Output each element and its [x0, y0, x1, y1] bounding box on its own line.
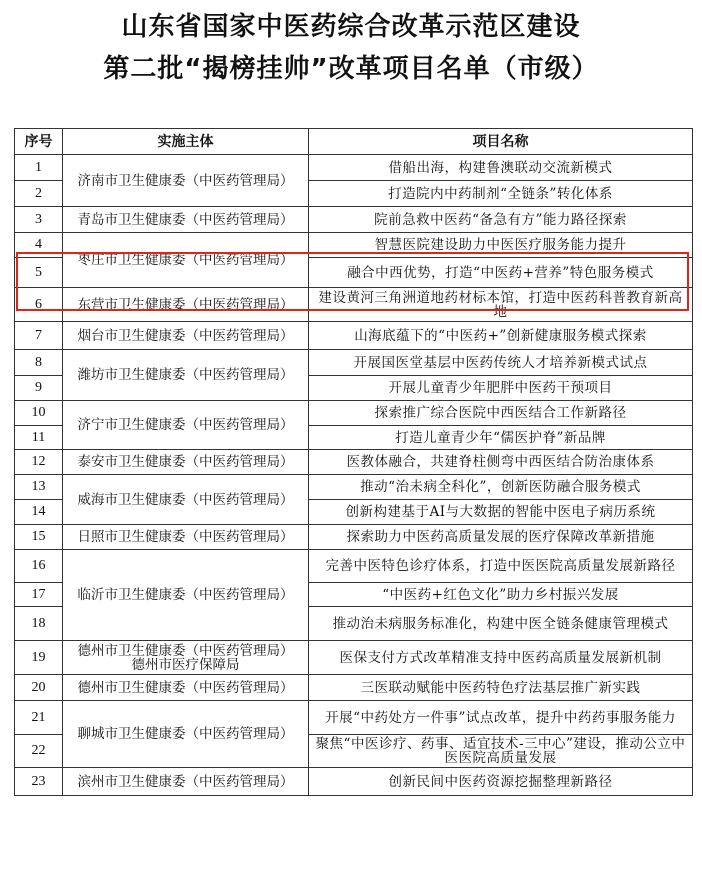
row-number: 16 [15, 550, 63, 583]
implementing-entity [63, 233, 309, 288]
implementing-entity [63, 207, 309, 233]
implementing-entity [63, 525, 309, 550]
project-name: 探索推广综合医院中西医结合工作新路径 [309, 401, 693, 426]
implementing-entity [63, 155, 309, 207]
row-number: 9 [15, 376, 63, 401]
table-row [15, 550, 693, 583]
row-number: 19 [15, 641, 63, 675]
entity-name: 威海市卫生健康委（中医药管理局） [77, 491, 294, 508]
project-name: 三医联动赋能中医药特色疗法基层推广新实践 [309, 675, 693, 701]
project-name: 打造院内中药制剂“全链条”转化体系 [309, 181, 693, 207]
row-number: 17 [15, 583, 63, 607]
project-name: 医保支付方式改革精准支持中医药高质量发展新机制 [309, 641, 693, 675]
header-entity: 实施主体 [63, 129, 309, 155]
implementing-entity [63, 550, 309, 641]
row-number: 12 [15, 450, 63, 475]
row-number: 7 [15, 322, 63, 350]
entity-name: 临沂市卫生健康委（中医药管理局） [77, 587, 294, 603]
table-row [15, 401, 693, 426]
row-number: 5 [15, 258, 63, 288]
project-name: 创新民间中医药资源挖掘整理新路径 [309, 768, 693, 796]
implementing-entity [63, 401, 309, 450]
implementing-entity [63, 350, 309, 401]
entity-name: 青岛市卫生健康委（中医药管理局） [77, 211, 294, 228]
table-body [15, 155, 693, 796]
row-number: 3 [15, 207, 63, 233]
project-name: 开展儿童青少年肥胖中医药干预项目 [309, 376, 693, 401]
project-name: 推动治未病服务标准化，构建中医全链条健康管理模式 [309, 607, 693, 641]
project-name: 融合中西优势，打造“中医药+营养”特色服务模式 [309, 258, 693, 288]
entity-name: 日照市卫生健康委（中医药管理局） [77, 529, 294, 545]
table-row [15, 322, 693, 350]
project-name: 智慧医院建设助力中医医疗服务能力提升 [309, 233, 693, 258]
implementing-entity [63, 450, 309, 475]
project-name: 推动“治未病全科化”，创新医防融合服务模式 [309, 475, 693, 500]
project-name: 开展“中药处方一件事”试点改革，提升中药药事服务能力 [309, 701, 693, 735]
table-row [15, 288, 693, 322]
table-row [15, 675, 693, 701]
entity-name: 泰安市卫生健康委（中医药管理局） [77, 454, 294, 470]
implementing-entity [63, 701, 309, 768]
row-number: 18 [15, 607, 63, 641]
implementing-entity [63, 475, 309, 525]
project-name: 完善中医特色诊疗体系，打造中医医院高质量发展新路径 [309, 550, 693, 583]
row-number: 11 [15, 426, 63, 450]
row-number: 8 [15, 350, 63, 376]
row-number: 14 [15, 500, 63, 525]
row-number: 20 [15, 675, 63, 701]
implementing-entity [63, 768, 309, 796]
entity-name: 济宁市卫生健康委（中医药管理局） [77, 417, 294, 433]
project-name: 医教体融合，共建脊柱侧弯中西医结合防治康体系 [309, 450, 693, 475]
document-title-line1: 山东省国家中医药综合改革示范区建设 [121, 12, 581, 42]
row-number: 15 [15, 525, 63, 550]
entity-name: 德州市卫生健康委（中医药管理局） [77, 679, 294, 696]
entity-name: 聊城市卫生健康委（中医药管理局） [77, 726, 294, 742]
row-number: 10 [15, 401, 63, 426]
project-name: 打造儿童青少年“儒医护脊”新品牌 [309, 426, 693, 450]
project-name: 借船出海，构建鲁澳联动交流新模式 [309, 155, 693, 181]
table-row [15, 525, 693, 550]
table-row [15, 450, 693, 475]
row-number: 4 [15, 233, 63, 258]
project-name: 建设黄河三角洲道地药材标本馆，打造中医药科普教育新高地 [309, 288, 693, 322]
row-number: 21 [15, 701, 63, 735]
entity-name: 烟台市卫生健康委（中医药管理局） [77, 327, 294, 344]
table-row [15, 641, 693, 675]
project-name: “中医药+红色文化”助力乡村振兴发展 [309, 583, 693, 607]
project-table [14, 128, 693, 796]
implementing-entity [63, 641, 309, 675]
row-number: 1 [15, 155, 63, 181]
project-name: 开展国医堂基层中医药传统人才培养新模式试点 [309, 350, 693, 376]
table-row [15, 350, 693, 376]
row-number: 23 [15, 768, 63, 796]
entity-name: 德州市卫生健康委（中医药管理局） [77, 642, 294, 659]
row-number: 2 [15, 181, 63, 207]
implementing-entity [63, 675, 309, 701]
table-row [15, 233, 693, 258]
project-name: 山海底蕴下的“中医药+”创新健康服务模式探索 [309, 322, 693, 350]
entity-name: 枣庄市卫生健康委（中医药管理局） [77, 252, 294, 268]
table-row [15, 155, 693, 181]
project-name: 院前急救中医药“备急有方”能力路径探索 [309, 207, 693, 233]
entity-name: 东营市卫生健康委（中医药管理局） [77, 296, 294, 313]
row-number: 6 [15, 288, 63, 322]
table-row [15, 475, 693, 500]
table-row [15, 701, 693, 735]
project-name: 探索助力中医药高质量发展的医疗保障改革新措施 [309, 525, 693, 550]
entity-name-secondary: 德州市医疗保障局 [131, 656, 240, 673]
row-number: 13 [15, 475, 63, 500]
table-row [15, 768, 693, 796]
implementing-entity [63, 288, 309, 322]
header-project: 项目名称 [309, 129, 693, 155]
row-number: 22 [15, 735, 63, 768]
entity-name: 潍坊市卫生健康委（中医药管理局） [77, 367, 294, 383]
entity-name: 滨州市卫生健康委（中医药管理局） [77, 773, 294, 790]
table-header-row [15, 129, 693, 155]
table-row [15, 207, 693, 233]
document-title-line2: 第二批“揭榜挂帅”改革项目名单（市级） [103, 54, 599, 84]
implementing-entity [63, 322, 309, 350]
project-name: 聚焦“中医诊疗、药事、适宜技术-三中心”建设，推动公立中医医院高质量发展 [309, 735, 693, 768]
entity-name: 济南市卫生健康委（中医药管理局） [77, 172, 294, 189]
project-name: 创新构建基于AI与大数据的智能中医电子病历系统 [309, 500, 693, 525]
header-no: 序号 [15, 129, 63, 155]
